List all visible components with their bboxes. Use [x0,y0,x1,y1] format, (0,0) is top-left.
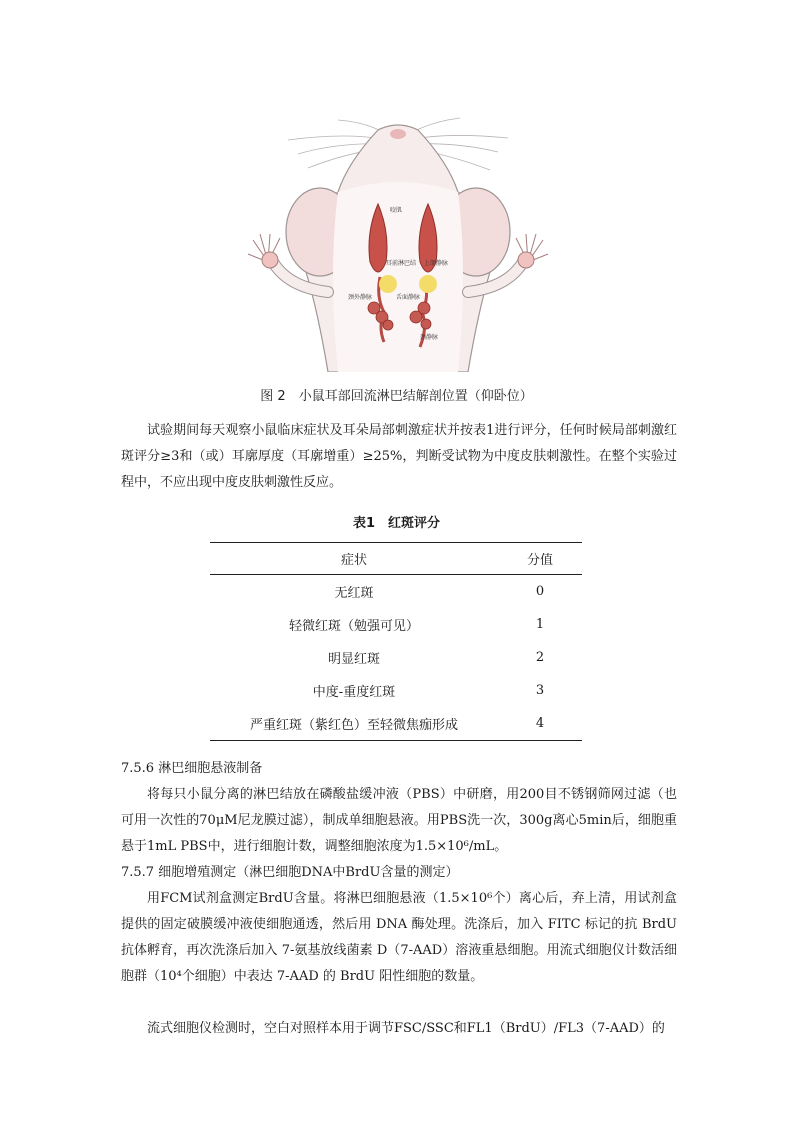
cell-score: 3 [535,683,545,698]
cell-score: 0 [535,584,545,599]
cell-symptom: 中度-重度红斑 [312,685,396,700]
table-row [210,575,582,609]
cell-score: 1 [535,617,545,632]
cell-symptom: 严重红斑（紫红色）至轻微焦痂形成 [210,707,498,741]
section-heading-7-5-6: 7.5.6 淋巴细胞悬液制备 [121,761,263,776]
header-score: 分值 [498,543,582,575]
section-7-5-6-paragraph: 将每只小鼠分离的淋巴结放在磷酸盐缓冲液（PBS）中研磨，用200目不锈钢筛网过滤（也可用一次性的70μM尼龙膜过滤），制成单细胞悬液。用PBS洗一次，300g离心5min后，细胞重悬于1mL PBS中，进行细胞计数，调整细胞浓度为1.5×10⁶/mL。 [121,787,677,854]
table-title: 表1 红斑评分 [352,516,441,531]
intro-paragraph: 试验期间每天观察小鼠临床症状及耳朵局部刺激症状并按表1进行评分，任何时候局部刺激红斑评分≥3和（或）耳廓厚度（耳廓增重）≥25%，判断受试物为中度皮肤刺激性。在整个实验过程中，不应出现中度皮肤刺激性反应。 [121,423,677,490]
label-masseter: 咬肌 [390,207,403,214]
cell-symptom: 明显红斑 [327,652,380,667]
table-row [210,608,582,641]
table-row [210,674,582,707]
cell-symptom: 轻微红斑（勉强可见） [288,619,419,634]
section-7-5-7-paragraph-2: 流式细胞仪检测时，空白对照样本用于调节FSC/SSC和FL1（BrdU）/FL3（7-AAD）的 [147,1021,665,1036]
cell-score: 4 [498,707,582,741]
label-lingual-facial-vein: 舌面静脉 [396,294,421,301]
cell-symptom: 无红斑 [334,586,374,601]
section-heading-7-5-7: 7.5.7 细胞增殖测定（淋巴细胞DNA中BrdU含量的测定） [121,865,459,880]
label-external-jugular: 颈外静脉 [348,294,373,301]
table-header-row [210,543,582,575]
label-maxillary-vein: 上颌静脉 [424,260,449,267]
label-jugular-vein: 颈静脉 [420,334,439,341]
table-row [210,641,582,674]
erythema-score-table [210,542,582,741]
figure-caption: 图 2 小鼠耳部回流淋巴结解剖位置（仰卧位） [260,389,533,404]
cell-score: 2 [535,650,545,665]
table-row [210,707,582,741]
section-7-5-7-paragraph-1: 用FCM试剂盒测定BrdU含量。将淋巴细胞悬液（1.5×10⁶个）离心后，弃上清，用试剂盒提供的固定破膜缓冲液使细胞通透，然后用 DNA 酶处理。洗涤后，加入 FITC 标记的抗 BrdU 抗体孵育，再次洗涤后加入 7-氨基放线菌素 D（7-AAD）溶液重悬细胞。用流式细胞仪计数活细胞群（10⁴个细胞）中表达 7-AAD 的 BrdU 阳性细胞的数量。 [121,891,677,984]
right-lymph-node [419,275,437,293]
left-lymph-node [379,275,397,293]
header-symptom: 症状 [210,543,498,575]
label-preauricular-node: 耳前淋巴结 [386,260,417,267]
mouse-ear-lymph-node-figure [228,112,568,372]
